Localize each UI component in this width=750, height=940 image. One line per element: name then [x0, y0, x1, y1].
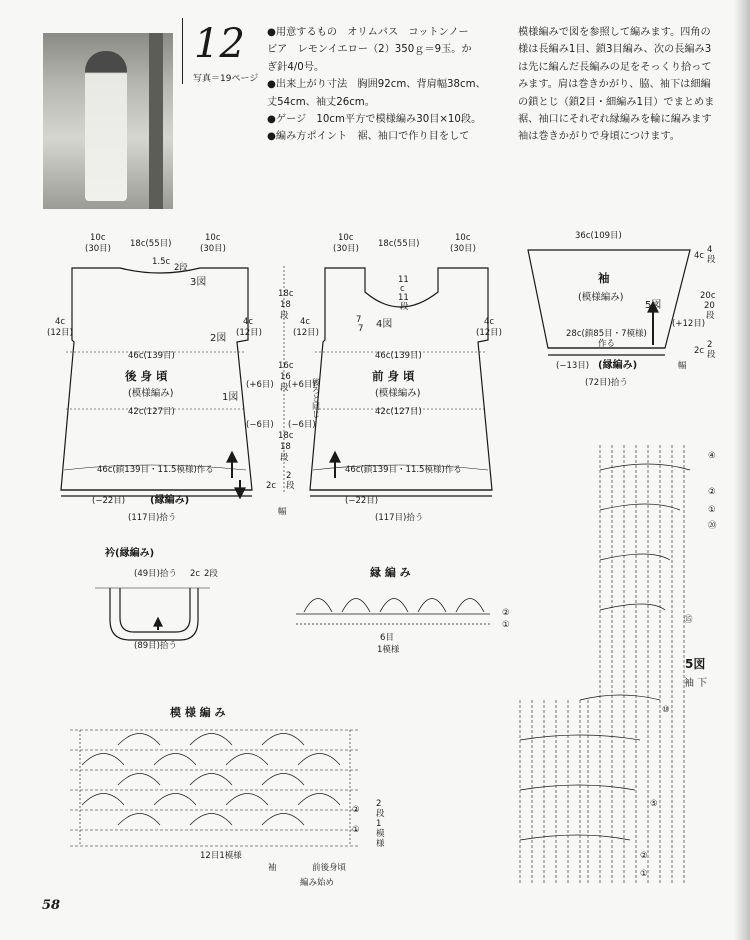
svg-text:(+6目): (+6目)	[288, 380, 316, 390]
svg-text:段: 段	[707, 350, 716, 360]
front-fig4: 4図	[376, 319, 393, 330]
svg-text:4c: 4c	[243, 317, 254, 327]
edging-scallops	[304, 599, 484, 613]
edging-count: 6目	[380, 633, 394, 643]
svg-text:2: 2	[707, 340, 713, 350]
svg-text:c: c	[400, 284, 405, 294]
front-waist: 42c(127目)	[375, 407, 422, 417]
svg-text:①: ①	[640, 869, 648, 879]
svg-text:⑩: ⑩	[662, 705, 670, 715]
svg-text:18c: 18c	[278, 289, 294, 299]
collar-top: (49目)拾う	[134, 569, 177, 579]
svg-text:(−22目): (−22目)	[345, 496, 379, 506]
svg-text:(+12目): (+12目)	[672, 319, 706, 329]
svg-text:段: 段	[376, 809, 385, 819]
instructions-text: 模様編みで図を参照して編みます。四角の 様は長編み1目、鎖3目編み、次の長編み3 は先に編んだ長編みの足をそっくり拾って みます。肩は巻きかがり、脇、袖下は細編 の鎖とじ（鎖2目・細編み1目）でまとめま 裾、袖口にそれぞれ縁編みを輪に編みます 袖は巻きかがりで身頃につけます。	[518, 27, 715, 143]
svg-text:①: ①	[708, 505, 716, 515]
svg-text:①: ①	[352, 825, 360, 835]
svg-text:段: 段	[400, 302, 409, 312]
svg-text:(−13目): (−13目)	[556, 361, 590, 371]
front-pickup: (117目)拾う	[375, 513, 424, 523]
svg-text:16: 16	[280, 372, 291, 382]
svg-text:(12目): (12目)	[293, 328, 319, 338]
back-neck: 1.5c	[152, 257, 171, 267]
sleeve-chart-grid	[520, 445, 684, 885]
svg-text:段: 段	[707, 255, 716, 265]
back-top-mid: 18c(55目)	[130, 239, 172, 249]
svg-text:(模様編み): (模様編み)	[128, 388, 174, 399]
svg-text:作る: 作る	[598, 339, 616, 349]
svg-text:10c: 10c	[455, 233, 471, 243]
pattern-chart-start: 編み始め	[300, 878, 335, 888]
svg-text:④: ④	[708, 451, 716, 461]
svg-text:4c: 4c	[694, 251, 705, 261]
svg-text:(−22目): (−22目)	[92, 496, 126, 506]
back-top-left: 10c	[90, 233, 106, 243]
svg-text:4: 4	[707, 245, 713, 255]
svg-text:10c: 10c	[338, 233, 354, 243]
same-as-back: 後ろと同じ	[311, 378, 321, 418]
svg-text:2c: 2c	[190, 569, 201, 579]
svg-text:段: 段	[280, 453, 289, 463]
pattern-chart-title: 模 様 編 み	[170, 706, 226, 719]
svg-text:(30目): (30目)	[85, 244, 111, 254]
svg-text:4c: 4c	[55, 317, 66, 327]
pattern-number: 12	[194, 21, 245, 67]
svg-text:⑮: ⑮	[684, 615, 693, 625]
svg-text:11: 11	[398, 293, 409, 303]
back-title: 後 身 頃	[125, 369, 168, 383]
sleeve-fig5: 5図	[645, 300, 662, 311]
svg-text:10c: 10c	[205, 233, 221, 243]
svg-text:7: 7	[356, 315, 362, 325]
svg-text:2c: 2c	[266, 481, 277, 491]
svg-text:7: 7	[358, 324, 364, 334]
svg-text:2: 2	[376, 799, 382, 809]
sleeve-title: 袖	[598, 271, 610, 285]
svg-text:②: ②	[352, 805, 360, 815]
svg-text:(12目): (12目)	[236, 328, 262, 338]
svg-text:2: 2	[286, 471, 292, 481]
svg-text:前後身頃: 前後身頃	[312, 863, 347, 873]
svg-text:②: ②	[502, 608, 510, 618]
svg-text:模: 模	[376, 829, 385, 839]
front-top-mid: 18c(55目)	[378, 239, 420, 249]
svg-text:袖: 袖	[268, 863, 277, 873]
svg-text:1模様: 1模様	[377, 645, 400, 655]
back-pickup: (117目)拾う	[128, 513, 177, 523]
svg-text:2段: 2段	[204, 569, 218, 579]
book-gutter-shadow	[734, 0, 750, 940]
svg-text:(模様編み): (模様編み)	[578, 292, 624, 303]
svg-text:4c: 4c	[484, 317, 495, 327]
back-chest: 46c(139目)	[128, 351, 175, 361]
sleeve-pickup: (72目)拾う	[585, 378, 628, 388]
svg-text:(模様編み): (模様編み)	[375, 388, 421, 399]
back-fig1: 1図	[222, 392, 239, 403]
svg-text:②: ②	[640, 851, 648, 861]
svg-text:①: ①	[502, 620, 510, 630]
svg-text:(12目): (12目)	[476, 328, 502, 338]
front-hem: 46c(鎖139目・11.5模様)作る	[345, 465, 462, 475]
pattern-chart-count: 12目1模様	[200, 851, 242, 861]
svg-text:②: ②	[708, 487, 716, 497]
collar-bottom: (89目)拾う	[134, 641, 177, 651]
svg-text:⑤: ⑤	[650, 799, 658, 809]
collar-title: 衿(縁編み)	[105, 548, 155, 559]
svg-text:2c: 2c	[694, 346, 705, 356]
front-title: 前 身 頃	[372, 369, 415, 383]
pattern-chart-grid	[70, 730, 360, 846]
svg-text:段: 段	[706, 311, 715, 321]
back-fig2: 2図	[210, 333, 227, 344]
svg-text:(30目): (30目)	[200, 244, 226, 254]
svg-text:20c: 20c	[700, 291, 716, 301]
photo-reference: 写真＝19ページ	[193, 74, 259, 84]
sleeve-chart-title: 5図	[685, 657, 706, 671]
svg-text:18c: 18c	[278, 431, 294, 441]
sleeve-cuff: 28c(鎖85目・7模様)	[566, 329, 647, 339]
svg-text:20: 20	[704, 301, 715, 311]
svg-text:(−6目): (−6目)	[288, 420, 316, 430]
sleeve-top: 36c(109目)	[575, 231, 622, 241]
edging-title: 縁 編 み	[370, 566, 411, 579]
svg-text:16c: 16c	[278, 361, 294, 371]
svg-text:幅: 幅	[678, 361, 687, 371]
svg-text:(30目): (30目)	[333, 244, 359, 254]
svg-text:18: 18	[280, 300, 291, 310]
svg-text:(30目): (30目)	[450, 244, 476, 254]
front-neck: 11	[398, 275, 409, 285]
back-fig3: 3図	[190, 277, 207, 288]
back-hem: 46c(鎖139目・11.5模様)作る	[97, 465, 214, 475]
svg-text:1: 1	[376, 819, 382, 829]
svg-text:段: 段	[286, 481, 295, 491]
svg-text:(+6目): (+6目)	[246, 380, 274, 390]
svg-text:段: 段	[280, 383, 289, 393]
svg-text:2段: 2段	[174, 263, 188, 273]
svg-text:(−6目): (−6目)	[246, 420, 274, 430]
back-waist: 42c(127目)	[128, 407, 175, 417]
front-chest: 46c(139目)	[375, 351, 422, 361]
svg-text:⑳: ⑳	[708, 521, 717, 531]
svg-text:4c: 4c	[300, 317, 311, 327]
back-edge: (縁編み)	[150, 495, 190, 506]
svg-text:様: 様	[376, 839, 385, 849]
materials-text: ●用意するもの オリムパス コットンノー ビア レモンイエロー（2）350ｇ＝9玉。か ぎ針4/0号。 ●出来上がり寸法 胸囲92cm、背肩幅38cm、 丈54cm、袖丈26cm。 ●ゲージ 10cm平方で模様編み30目×10段。 ●編み方ポイント 裾、袖口で作り目をして	[267, 27, 486, 143]
svg-text:袖 下: 袖 下	[684, 678, 708, 689]
svg-text:18: 18	[280, 442, 291, 452]
svg-text:幅: 幅	[278, 507, 287, 517]
svg-text:(12目): (12目)	[47, 328, 73, 338]
svg-text:段: 段	[280, 311, 289, 321]
page-number: 58	[42, 898, 61, 913]
sleeve-edge: (縁編み)	[598, 360, 638, 371]
